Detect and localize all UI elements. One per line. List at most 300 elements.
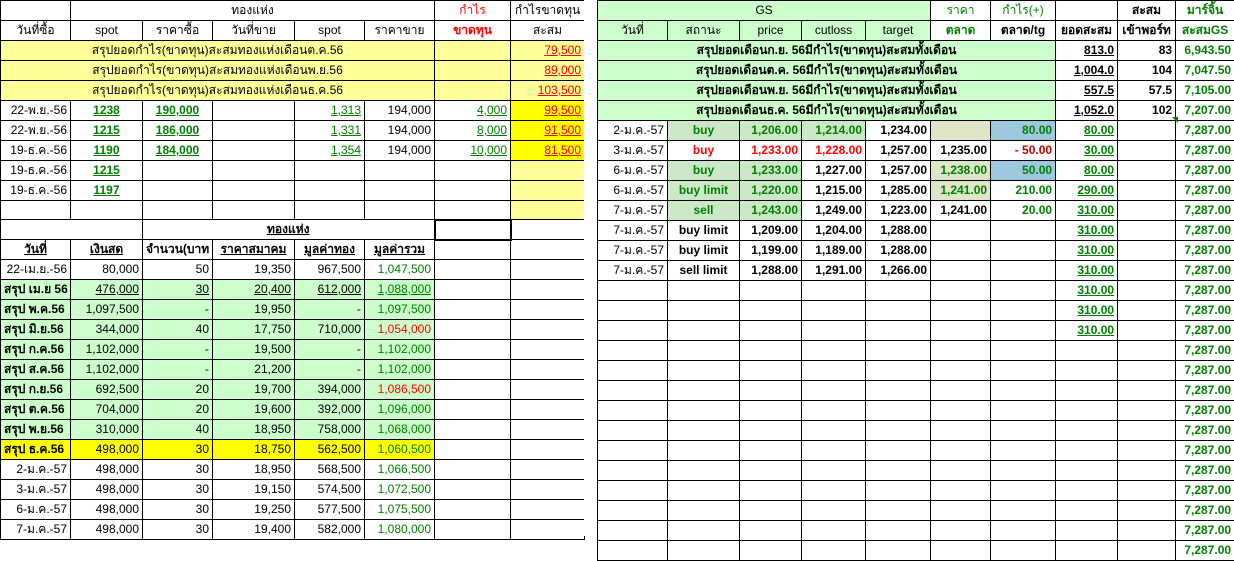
monthly-cell[interactable]: 19,350	[213, 260, 295, 280]
blank-cell[interactable]	[598, 301, 668, 321]
monthly-cell[interactable]: 30	[143, 440, 213, 460]
monthly-cell[interactable]: -	[143, 300, 213, 320]
trade-cell[interactable]: 1,220.00	[740, 181, 802, 201]
trade-cell[interactable]	[931, 241, 991, 261]
summary-text[interactable]: สรุปยอดเดือนพ.ย. 56มีกำไร(ขาดทุน)สะสมทั้งเดือน	[598, 81, 1056, 101]
monthly-cell[interactable]: 692,500	[71, 380, 143, 400]
blank-cell[interactable]	[598, 461, 668, 481]
monthly-cell[interactable]: 20,400	[213, 280, 295, 300]
trade-cell[interactable]	[213, 181, 295, 201]
blank-cell[interactable]	[931, 361, 991, 381]
trade-cell[interactable]: 2-ม.ค.-57	[598, 121, 668, 141]
blank-cell[interactable]	[511, 240, 585, 260]
blank-cell[interactable]	[435, 320, 511, 340]
tail-total[interactable]	[1056, 341, 1118, 361]
summary-value[interactable]: 79,500	[511, 41, 585, 61]
blank-cell[interactable]	[511, 420, 585, 440]
header-cell[interactable]: สะสม	[511, 21, 585, 41]
trade-cell[interactable]: 1,288.00	[740, 261, 802, 281]
trade-cell[interactable]: 1215	[71, 161, 143, 181]
trade-cell[interactable]: buy	[668, 161, 740, 181]
monthly-cell[interactable]: 30	[143, 500, 213, 520]
tail-total[interactable]	[1056, 461, 1118, 481]
blank-cell[interactable]	[435, 280, 511, 300]
trade-cell[interactable]: 4,000	[435, 101, 511, 121]
tail-gs[interactable]: 7,287.00	[1176, 401, 1234, 421]
blank-cell[interactable]	[511, 201, 585, 220]
header-gs[interactable]: GS	[598, 1, 931, 21]
blank-cell[interactable]	[668, 301, 740, 321]
blank-cell[interactable]	[598, 381, 668, 401]
tail-total[interactable]	[1056, 381, 1118, 401]
trade-cell[interactable]	[511, 161, 585, 181]
trade-cell[interactable]: 1,199.00	[740, 241, 802, 261]
trade-cell[interactable]	[931, 261, 991, 281]
trade-cell[interactable]: sell limit	[668, 261, 740, 281]
trade-cell[interactable]: 7-ม.ค.-57	[598, 241, 668, 261]
trade-cell[interactable]	[295, 161, 365, 181]
trade-cell[interactable]	[1118, 261, 1176, 281]
trade-cell[interactable]: 7,287.00	[1176, 181, 1234, 201]
blank-cell[interactable]	[740, 281, 802, 301]
trade-cell[interactable]: - 50.00	[991, 141, 1056, 161]
blank-cell[interactable]	[511, 480, 585, 500]
blank-cell[interactable]	[435, 480, 511, 500]
tail-gs[interactable]: 7,287.00	[1176, 421, 1234, 441]
monthly-cell[interactable]: 19,400	[213, 520, 295, 540]
blank-cell[interactable]	[866, 301, 931, 321]
monthly-cell[interactable]: 6-ม.ค.-57	[1, 500, 71, 520]
trade-cell[interactable]: 1215	[71, 121, 143, 141]
monthly-cell[interactable]: 562,500	[295, 440, 365, 460]
trade-cell[interactable]: 30.00	[1056, 141, 1118, 161]
blank-cell[interactable]	[1118, 361, 1176, 381]
blank-cell[interactable]	[511, 260, 585, 280]
trade-cell[interactable]: 3-ม.ค.-57	[598, 141, 668, 161]
blank-cell[interactable]	[1118, 381, 1176, 401]
blank-cell[interactable]	[740, 341, 802, 361]
trade-cell[interactable]: 80.00	[1056, 161, 1118, 181]
trade-cell[interactable]: 1,235.00	[931, 141, 991, 161]
trade-cell[interactable]: 8,000	[435, 121, 511, 141]
blank-cell[interactable]	[802, 521, 866, 541]
monthly-cell[interactable]: 344,000	[71, 320, 143, 340]
trade-cell[interactable]: 1,215.00	[802, 181, 866, 201]
monthly-cell[interactable]: 22-เม.ย.-56	[1, 260, 71, 280]
blank-cell[interactable]	[802, 341, 866, 361]
header-cell[interactable]: price	[740, 21, 802, 41]
header-cell[interactable]: วันที่	[1, 240, 71, 260]
blank-cell[interactable]	[866, 541, 931, 561]
trade-cell[interactable]	[1118, 201, 1176, 221]
summary-text[interactable]: สรุปยอดเดือนก.ย. 56มีกำไร(ขาดทุน)สะสมทั้งเดือน	[598, 41, 1056, 61]
blank-cell[interactable]	[511, 300, 585, 320]
summary-text[interactable]: สรุปยอดกำไร(ขาดทุน)สะสมทองแห่งเดือนพ.ย.56	[1, 61, 435, 81]
trade-cell[interactable]	[213, 161, 295, 181]
blank-cell[interactable]	[931, 481, 991, 501]
blank-cell[interactable]	[991, 381, 1056, 401]
monthly-cell[interactable]: 30	[143, 280, 213, 300]
blank-cell[interactable]	[991, 361, 1056, 381]
trade-cell[interactable]: 1,257.00	[866, 161, 931, 181]
blank-cell[interactable]	[435, 500, 511, 520]
blank-cell[interactable]	[740, 481, 802, 501]
trade-cell[interactable]: 7-ม.ค.-57	[598, 201, 668, 221]
tail-total[interactable]: 310.00	[1056, 321, 1118, 341]
trade-cell[interactable]: buy limit	[668, 221, 740, 241]
trade-cell[interactable]: 1,257.00	[866, 141, 931, 161]
header-cell[interactable]: target	[866, 21, 931, 41]
trade-cell[interactable]: 10,000	[435, 141, 511, 161]
monthly-cell[interactable]: 568,500	[295, 460, 365, 480]
blank-cell[interactable]	[598, 401, 668, 421]
blank-cell[interactable]	[511, 520, 585, 540]
trade-cell[interactable]: 19-ธ.ค.-56	[1, 141, 71, 161]
summary-gs[interactable]: 7,047.50	[1176, 61, 1234, 81]
summary-total[interactable]: 557.5	[1056, 81, 1118, 101]
blank-cell[interactable]	[511, 220, 585, 240]
blank-cell[interactable]	[1118, 461, 1176, 481]
summary-gs[interactable]: 6,943.50	[1176, 41, 1234, 61]
trade-cell[interactable]: 310.00	[1056, 221, 1118, 241]
header-cell[interactable]: วันที่	[598, 21, 668, 41]
monthly-cell[interactable]: 40	[143, 320, 213, 340]
trade-cell[interactable]: 7,287.00	[1176, 241, 1234, 261]
trade-cell[interactable]: 1,204.00	[802, 221, 866, 241]
monthly-cell[interactable]: 498,000	[71, 500, 143, 520]
header-cell[interactable]: กำไร(+)	[991, 1, 1056, 21]
blank-cell[interactable]	[931, 501, 991, 521]
blank-cell[interactable]	[1118, 501, 1176, 521]
header-cell[interactable]: ขาดทุน	[435, 21, 511, 41]
trade-cell[interactable]: 1197	[71, 181, 143, 201]
summary-text[interactable]: สรุปยอดกำไร(ขาดทุน)สะสมทองแห่งเดือนต.ค.56	[1, 41, 435, 61]
blank-cell[interactable]	[866, 341, 931, 361]
blank-cell[interactable]	[931, 521, 991, 541]
blank-cell[interactable]	[866, 461, 931, 481]
trade-cell[interactable]: 290.00	[1056, 181, 1118, 201]
blank-cell[interactable]	[866, 521, 931, 541]
blank-cell[interactable]	[740, 381, 802, 401]
blank-cell[interactable]	[866, 361, 931, 381]
blank-cell[interactable]	[511, 280, 585, 300]
blank-cell[interactable]	[802, 381, 866, 401]
trade-cell[interactable]: 310.00	[1056, 201, 1118, 221]
monthly-cell[interactable]: สรุป พ.ค.56	[1, 300, 71, 320]
monthly-cell[interactable]: สรุป ก.ย.56	[1, 380, 71, 400]
monthly-cell[interactable]: 18,950	[213, 420, 295, 440]
monthly-cell[interactable]: 80,000	[71, 260, 143, 280]
blank-cell[interactable]	[802, 301, 866, 321]
blank-cell[interactable]	[740, 421, 802, 441]
summary-spacer[interactable]	[435, 41, 511, 61]
blank-cell[interactable]	[802, 441, 866, 461]
blank-cell[interactable]	[668, 521, 740, 541]
tail-gs[interactable]: 7,287.00	[1176, 341, 1234, 361]
blank-cell[interactable]	[866, 501, 931, 521]
trade-cell[interactable]	[365, 181, 435, 201]
blank-cell[interactable]	[668, 381, 740, 401]
blank-cell[interactable]	[740, 321, 802, 341]
monthly-cell[interactable]: 50	[143, 260, 213, 280]
monthly-cell[interactable]: 1,072,500	[365, 480, 435, 500]
blank-cell[interactable]	[1118, 321, 1176, 341]
monthly-cell[interactable]: 476,000	[71, 280, 143, 300]
blank-cell[interactable]	[991, 521, 1056, 541]
monthly-cell[interactable]: 2-ม.ค.-57	[1, 460, 71, 480]
trade-cell[interactable]	[143, 181, 213, 201]
trade-cell[interactable]	[365, 161, 435, 181]
trade-cell[interactable]	[435, 161, 511, 181]
blank-cell[interactable]	[802, 321, 866, 341]
trade-cell[interactable]: 80.00	[1056, 121, 1118, 141]
monthly-cell[interactable]: 20	[143, 380, 213, 400]
blank-cell[interactable]	[668, 321, 740, 341]
trade-cell[interactable]: 1,223.00	[866, 201, 931, 221]
monthly-cell[interactable]: 574,500	[295, 480, 365, 500]
blank-cell[interactable]	[598, 521, 668, 541]
header-cell[interactable]: ราคา	[931, 1, 991, 21]
blank-cell[interactable]	[598, 541, 668, 561]
trade-cell[interactable]: 7-ม.ค.-57	[598, 261, 668, 281]
summary-total[interactable]: 1,052.0	[1056, 101, 1118, 121]
trade-cell[interactable]: buy limit	[668, 241, 740, 261]
blank-cell[interactable]	[740, 361, 802, 381]
monthly-cell[interactable]: 1,097,500	[71, 300, 143, 320]
monthly-cell[interactable]: 19,700	[213, 380, 295, 400]
trade-cell[interactable]: 1,331	[295, 121, 365, 141]
blank-cell[interactable]	[866, 321, 931, 341]
tail-gs[interactable]: 7,287.00	[1176, 501, 1234, 521]
monthly-cell[interactable]: 18,750	[213, 440, 295, 460]
tail-total[interactable]	[1056, 541, 1118, 561]
blank-cell[interactable]	[1118, 301, 1176, 321]
summary-port[interactable]: 102	[1118, 101, 1176, 121]
header-cell[interactable]: วันที่ซื้อ	[1, 21, 71, 41]
header-cell[interactable]: จำนวน(บาท	[143, 240, 213, 260]
trade-cell[interactable]	[1118, 241, 1176, 261]
trade-cell[interactable]: 1238	[71, 101, 143, 121]
blank-cell[interactable]	[365, 201, 435, 220]
summary-port[interactable]: 104	[1118, 61, 1176, 81]
blank-cell[interactable]	[866, 421, 931, 441]
header-cell[interactable]: เงินสด	[71, 240, 143, 260]
blank-cell[interactable]	[866, 401, 931, 421]
blank-cell[interactable]	[866, 381, 931, 401]
trade-cell[interactable]: 1,241.00	[931, 201, 991, 221]
header-cell[interactable]: กำไร	[435, 1, 511, 21]
monthly-cell[interactable]: 30	[143, 480, 213, 500]
monthly-cell[interactable]: 30	[143, 520, 213, 540]
header-cell[interactable]: ราคาสมาคม	[213, 240, 295, 260]
header-cell[interactable]: เข้าพอร์ท	[1118, 21, 1176, 41]
trade-cell[interactable]: 22-พ.ย.-56	[1, 101, 71, 121]
summary-text[interactable]: สรุปยอดกำไร(ขาดทุน)สะสมทองแห่งเดือนธ.ค.56	[1, 81, 435, 101]
blank-cell[interactable]	[931, 281, 991, 301]
trade-cell[interactable]: 194,000	[365, 141, 435, 161]
trade-cell[interactable]	[1118, 121, 1176, 141]
blank-cell[interactable]	[598, 281, 668, 301]
blank-cell[interactable]	[740, 461, 802, 481]
tail-total[interactable]: 310.00	[1056, 301, 1118, 321]
trade-cell[interactable]: 1,288.00	[866, 241, 931, 261]
blank-cell[interactable]	[991, 281, 1056, 301]
blank-cell[interactable]	[668, 441, 740, 461]
blank-cell[interactable]	[598, 481, 668, 501]
monthly-cell[interactable]: 1,075,500	[365, 500, 435, 520]
blank-cell[interactable]	[802, 501, 866, 521]
trade-cell[interactable]: 194,000	[365, 101, 435, 121]
blank-cell[interactable]	[991, 421, 1056, 441]
header-cell[interactable]: ตลาด	[931, 21, 991, 41]
monthly-cell[interactable]: 498,000	[71, 460, 143, 480]
blank-cell[interactable]	[802, 281, 866, 301]
trade-cell[interactable]: 7,287.00	[1176, 141, 1234, 161]
monthly-cell[interactable]: 710,000	[295, 320, 365, 340]
monthly-cell[interactable]: สรุป ต.ค.56	[1, 400, 71, 420]
trade-cell[interactable]	[435, 181, 511, 201]
blank-cell[interactable]	[991, 461, 1056, 481]
trade-cell[interactable]: 99,500	[511, 101, 585, 121]
header-gold-bar[interactable]: ทองแห่ง	[71, 1, 435, 21]
tail-gs[interactable]: 7,287.00	[1176, 441, 1234, 461]
blank-cell[interactable]	[991, 481, 1056, 501]
tail-gs[interactable]: 7,287.00	[1176, 281, 1234, 301]
blank-cell[interactable]	[866, 441, 931, 461]
monthly-cell[interactable]: 20	[143, 400, 213, 420]
monthly-cell[interactable]: 1,066,500	[365, 460, 435, 480]
monthly-cell[interactable]: -	[295, 340, 365, 360]
header-cell[interactable]: สถานะ	[668, 21, 740, 41]
header-cell[interactable]: วันที่ขาย	[213, 21, 295, 41]
blank-cell[interactable]	[740, 501, 802, 521]
trade-cell[interactable]: 91,500	[511, 121, 585, 141]
monthly-cell[interactable]: 1,047,500	[365, 260, 435, 280]
trade-cell[interactable]	[991, 261, 1056, 281]
trade-cell[interactable]: 1,206.00	[740, 121, 802, 141]
blank-cell[interactable]	[740, 401, 802, 421]
monthly-cell[interactable]: 19,500	[213, 340, 295, 360]
blank-cell[interactable]	[740, 541, 802, 561]
trade-cell[interactable]	[931, 121, 991, 141]
monthly-cell[interactable]: 758,000	[295, 420, 365, 440]
trade-cell[interactable]: 1,228.00	[802, 141, 866, 161]
monthly-cell[interactable]: 18,950	[213, 460, 295, 480]
monthly-cell[interactable]: 1,086,500	[365, 380, 435, 400]
header-cell[interactable]: spot	[71, 21, 143, 41]
monthly-cell[interactable]: 1,060,500	[365, 440, 435, 460]
blank-cell[interactable]	[802, 401, 866, 421]
blank-cell[interactable]	[668, 541, 740, 561]
tail-total[interactable]	[1056, 441, 1118, 461]
trade-cell[interactable]: 7,287.00	[1176, 221, 1234, 241]
blank-cell[interactable]	[991, 321, 1056, 341]
blank-cell[interactable]	[435, 520, 511, 540]
monthly-cell[interactable]: 19,250	[213, 500, 295, 520]
monthly-cell[interactable]: 30	[143, 460, 213, 480]
blank-cell[interactable]	[931, 301, 991, 321]
summary-value[interactable]: 103,500	[511, 81, 585, 101]
blank-cell[interactable]	[598, 341, 668, 361]
blank-cell[interactable]	[668, 361, 740, 381]
monthly-cell[interactable]: 392,000	[295, 400, 365, 420]
summary-gs[interactable]: 7,207.00	[1176, 101, 1234, 121]
trade-cell[interactable]: 1,233.00	[740, 141, 802, 161]
trade-cell[interactable]: 6-ม.ค.-57	[598, 161, 668, 181]
blank-cell[interactable]	[668, 401, 740, 421]
monthly-cell[interactable]: 1,102,000	[71, 340, 143, 360]
monthly-cell[interactable]: 498,000	[71, 520, 143, 540]
header-cell[interactable]: ราคาขาย	[365, 21, 435, 41]
monthly-cell[interactable]: สรุป มิ.ย.56	[1, 320, 71, 340]
trade-cell[interactable]: 190,000	[143, 101, 213, 121]
blank-cell[interactable]	[802, 541, 866, 561]
tail-gs[interactable]: 7,287.00	[1176, 321, 1234, 341]
tail-total[interactable]	[1056, 401, 1118, 421]
blank-cell[interactable]	[1, 220, 143, 240]
summary-spacer[interactable]	[435, 81, 511, 101]
monthly-cell[interactable]: 1,102,000	[71, 360, 143, 380]
blank-cell[interactable]	[143, 201, 213, 220]
trade-cell[interactable]: 19-ธ.ค.-56	[1, 161, 71, 181]
monthly-cell[interactable]: 967,500	[295, 260, 365, 280]
header-cell[interactable]: สะสมGS	[1176, 21, 1234, 41]
section-title[interactable]: ทองแห่ง	[143, 220, 435, 240]
header-cell[interactable]: cutloss	[802, 21, 866, 41]
trade-cell[interactable]: 1,249.00	[802, 201, 866, 221]
trade-cell[interactable]: 310.00	[1056, 261, 1118, 281]
tail-gs[interactable]: 7,287.00	[1176, 461, 1234, 481]
blank-cell[interactable]	[511, 320, 585, 340]
blank-cell[interactable]	[931, 401, 991, 421]
trade-cell[interactable]: 7,287.00	[1176, 261, 1234, 281]
monthly-cell[interactable]: 1,096,000	[365, 400, 435, 420]
monthly-cell[interactable]: สรุป พ.ย.56	[1, 420, 71, 440]
tail-total[interactable]	[1056, 361, 1118, 381]
monthly-cell[interactable]: -	[143, 340, 213, 360]
summary-spacer[interactable]	[435, 61, 511, 81]
monthly-cell[interactable]: 1,080,000	[365, 520, 435, 540]
blank-cell[interactable]	[511, 340, 585, 360]
monthly-cell[interactable]: 1,088,000	[365, 280, 435, 300]
trade-cell[interactable]	[931, 221, 991, 241]
header-cell[interactable]: spot	[295, 21, 365, 41]
monthly-cell[interactable]: -	[295, 360, 365, 380]
blank-cell[interactable]	[1118, 341, 1176, 361]
blank-cell[interactable]	[740, 301, 802, 321]
blank-cell[interactable]	[1118, 521, 1176, 541]
blank-cell[interactable]	[435, 420, 511, 440]
monthly-cell[interactable]: 498,000	[71, 440, 143, 460]
header-cell[interactable]: มูลค่ารวม	[365, 240, 435, 260]
monthly-cell[interactable]: 17,750	[213, 320, 295, 340]
blank-cell[interactable]	[866, 281, 931, 301]
trade-cell[interactable]	[991, 241, 1056, 261]
trade-cell[interactable]: 6-ม.ค.-57	[598, 181, 668, 201]
tail-gs[interactable]: 7,287.00	[1176, 301, 1234, 321]
blank-cell[interactable]	[435, 360, 511, 380]
monthly-cell[interactable]: 3-ม.ค.-57	[1, 480, 71, 500]
tail-total[interactable]: 310.00	[1056, 281, 1118, 301]
trade-cell[interactable]: 7,287.00	[1176, 121, 1234, 141]
summary-text[interactable]: สรุปยอดเดือนต.ค. 56มีกำไร(ขาดทุน)สะสมทั้งเดือน	[598, 61, 1056, 81]
tail-total[interactable]	[1056, 521, 1118, 541]
monthly-cell[interactable]: สรุป ธ.ค.56	[1, 440, 71, 460]
trade-cell[interactable]	[1118, 141, 1176, 161]
blank-cell[interactable]	[802, 461, 866, 481]
monthly-cell[interactable]: 1,102,000	[365, 340, 435, 360]
blank-cell[interactable]	[740, 521, 802, 541]
